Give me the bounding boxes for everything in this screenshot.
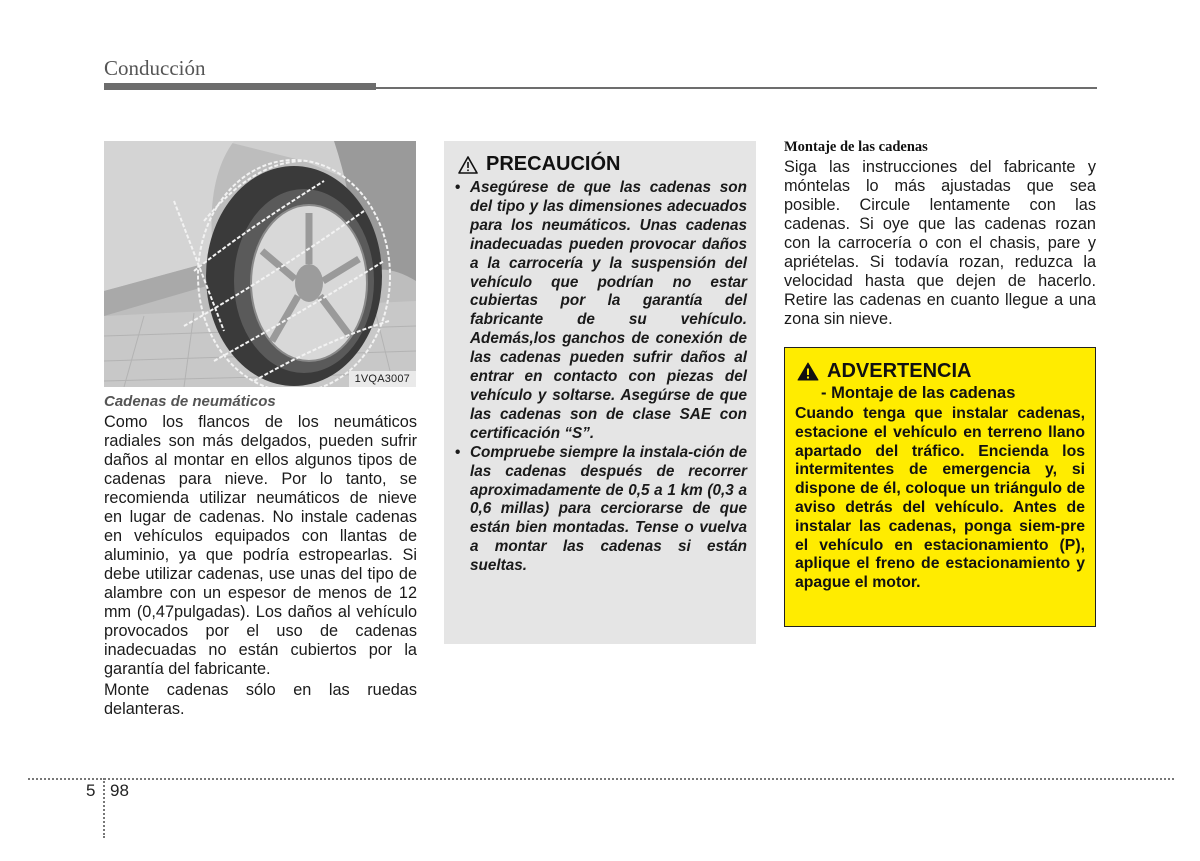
warning-title: ADVERTENCIA (827, 360, 972, 382)
precaution-list (453, 179, 747, 576)
precaution-heading (458, 153, 747, 176)
page-header-title: Conducción (104, 56, 206, 80)
warning-heading (797, 360, 1085, 383)
section-number: 5 (86, 781, 96, 800)
precaution-title: PRECAUCIÓN (486, 153, 621, 175)
footer-dotted-rule (28, 778, 1174, 780)
body-paragraph: Como los flancos de los neumáticos radiales son más delgados, pueden sufrir daños al montar en ellos algunos tipos de cadenas para nieve. Por lo tanto, se recomienda utilizar neumáticos de nieve en lugar de cadenas. No instale cadenas en vehículos equipados con llantas de aluminio, ya que podría estropearlas. Si debe utilizar cadenas, use unas del tipo de alambre con un espesor de menos de 12 mm (0,47pulgadas). Los daños al vehículo provocados por el uso de cadenas inadecuadas no están cubiertos por la garantía del fabricante. (104, 413, 417, 678)
footer-dotted-divider (103, 778, 105, 838)
list-item: • Asegúrese de que las cadenas son del tipo y las dimensiones adecuados para los neumáticos. Unas cadenas inadecuadas pueden provocar daños a la carrocería y la suspensión del vehículo que podrían no estar cubiertas por la garantía del fabricante de su vehículo. Además,los ganchos de conexión de las cadenas pueden sufrir daños al entrar en contacto con piezas del vehículo y soltarse. Asegúrse de que las cadenas son de clase SAE con certificación “S”. (453, 179, 747, 444)
header-rule-thick (104, 83, 376, 90)
warning-subtitle: - Montaje de las cadenas (821, 384, 1016, 402)
section-heading: Montaje de las cadenas (784, 139, 928, 155)
header-rule-thin (376, 87, 1097, 89)
list-item: • Compruebe siempre la instala-ción de las cadenas después de recorrer aproximadamente de 0,5 a 1 km (0,3 a 0,6 millas) para cerciorarse de que están bien montadas. Tense o vuelva a montar las cadenas si están sueltas. (453, 444, 747, 576)
left-column (104, 393, 417, 721)
body-paragraph: Siga las instrucciones del fabricante y móntelas lo más ajustadas que sea posible. Circule lentamente con las cadenas. Si oye que las cadenas rozan con la carrocería o con el chasis, pare y apriételas. Si todavía rozan, reduzca la velocidad hasta que dejen de hacerlo. Retire las cadenas en cuanto llegue a una zona sin nieve. (784, 158, 1096, 328)
figure-code-label: 1VQA3007 (349, 371, 416, 387)
tire-chain-drawing (104, 141, 416, 387)
warning-box (784, 347, 1096, 627)
warning-triangle-filled-icon (797, 362, 819, 381)
precaution-box (444, 141, 756, 644)
warning-body: Cuando tenga que instalar cadenas, estacione el vehículo en terreno llano apartado del tráfico. Encienda los intermitentes de emergencia y, si dispone de él, coloque un triángulo de aviso detrás del vehículo. Antes de instalar las cadenas, ponga siem-pre el vehículo en estacionamiento (P), aplique el freno de estacionamiento y apague el motor. (795, 405, 1085, 592)
body-paragraph: Monte cadenas sólo en las ruedas delanteras. (104, 681, 417, 718)
page-number: 98 (110, 781, 129, 800)
warning-triangle-icon (458, 156, 478, 174)
tire-chain-illustration (104, 141, 416, 387)
figure-caption: Cadenas de neumáticos (104, 393, 276, 410)
right-column (784, 139, 1096, 331)
